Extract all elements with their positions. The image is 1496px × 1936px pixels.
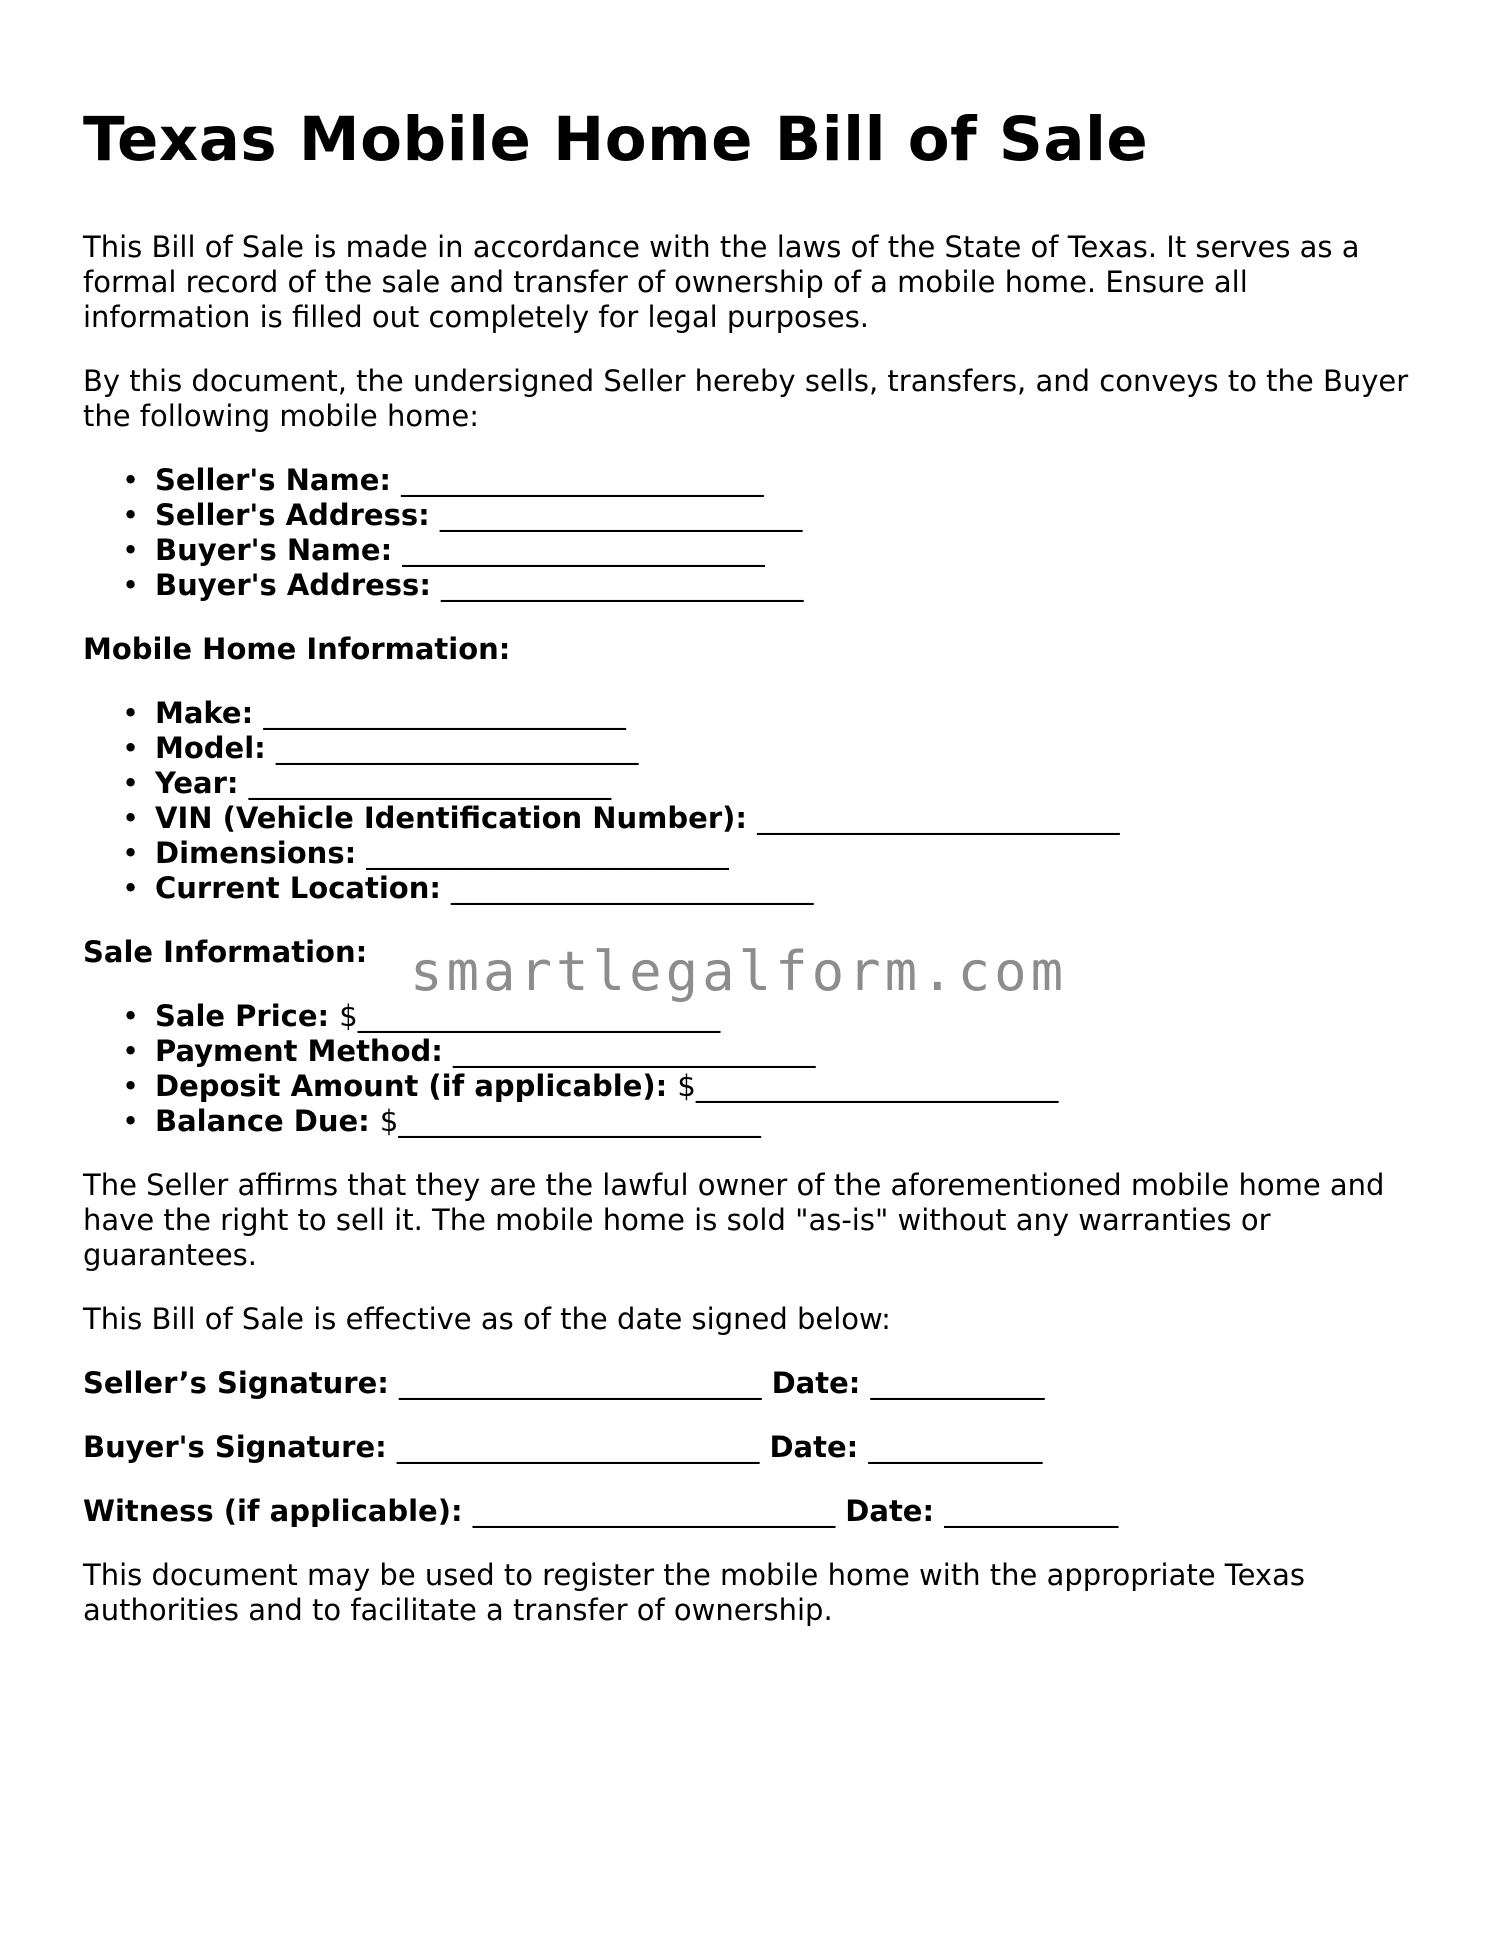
field-label: Year:	[155, 766, 239, 800]
seller-name-field[interactable]: _________________________	[401, 463, 764, 497]
year-field[interactable]: _________________________	[248, 766, 612, 800]
buyer-name-field[interactable]: _________________________	[402, 533, 765, 567]
bullet-icon: •	[122, 1104, 140, 1138]
field-label: Buyer's Address:	[155, 568, 431, 602]
witness-signature-line	[83, 1494, 1423, 1529]
document	[83, 100, 1423, 1657]
balance-field[interactable]: _________________________	[398, 1104, 761, 1138]
list-item	[122, 463, 1423, 498]
seller-date-field[interactable]: ____________	[870, 1366, 1045, 1400]
vin-field[interactable]: _________________________	[757, 801, 1120, 835]
list-item	[122, 568, 1423, 603]
list-item	[122, 1069, 1423, 1104]
dollar-sign: $	[677, 1069, 696, 1103]
seller-address-field[interactable]: _________________________	[439, 498, 803, 532]
watermark: smartlegalform.com	[410, 940, 1068, 1003]
bullet-icon: •	[122, 999, 140, 1033]
seller-signature-field[interactable]: _________________________	[398, 1366, 762, 1400]
parties-list	[83, 463, 1423, 603]
witness-date-field[interactable]: ____________	[944, 1494, 1119, 1528]
bullet-icon: •	[122, 696, 140, 730]
conveyance-paragraph: By this document, the undersigned Seller hereby sells, transfers, and conveys to the Buyer the following mobile home:	[83, 364, 1409, 433]
bullet-icon: •	[122, 498, 140, 532]
bullet-icon: •	[122, 871, 140, 905]
field-label: Buyer's Signature:	[83, 1430, 387, 1464]
intro-paragraph: This Bill of Sale is made in accordance with the laws of the State of Texas. It serves as a formal record of the sale and transfer of ownership of a mobile home. Ensure all information is filled out completely for legal purposes.	[83, 230, 1360, 334]
field-label: Date:	[769, 1430, 859, 1464]
payment-method-field[interactable]: _________________________	[452, 1034, 816, 1068]
list-item	[122, 1104, 1423, 1139]
bullet-icon: •	[122, 836, 140, 870]
buyer-signature-line	[83, 1430, 1423, 1465]
list-item	[122, 801, 1423, 836]
dollar-sign: $	[379, 1104, 399, 1138]
buyer-signature-field[interactable]: _________________________	[396, 1430, 760, 1464]
bullet-icon: •	[122, 731, 140, 765]
list-item	[122, 999, 1423, 1034]
buyer-address-field[interactable]: _________________________	[441, 568, 804, 602]
field-label: Dimensions:	[155, 836, 357, 870]
field-label: Sale Price:	[155, 999, 330, 1033]
field-label: Witness (if applicable):	[83, 1494, 463, 1528]
location-field[interactable]: _________________________	[451, 871, 814, 905]
mobile-home-list	[83, 696, 1423, 906]
dollar-sign: $	[339, 999, 358, 1033]
list-item	[122, 1034, 1423, 1069]
effective-paragraph: This Bill of Sale is effective as of the date signed below:	[83, 1302, 891, 1336]
list-item	[122, 871, 1423, 906]
bullet-icon: •	[122, 801, 140, 835]
bullet-icon: •	[122, 1069, 140, 1103]
sale-price-field[interactable]: _________________________	[357, 999, 721, 1033]
make-field[interactable]: _________________________	[263, 696, 626, 730]
mobile-home-heading: Mobile Home Information:	[83, 632, 511, 666]
field-label: Seller’s Signature:	[83, 1366, 389, 1400]
field-label: Make:	[155, 696, 254, 730]
list-item	[122, 836, 1423, 871]
field-label: Model:	[155, 731, 266, 765]
list-item	[122, 731, 1423, 766]
field-label: Payment Method:	[155, 1034, 443, 1068]
deposit-field[interactable]: _________________________	[695, 1069, 1059, 1103]
witness-signature-field[interactable]: _________________________	[472, 1494, 836, 1528]
sale-heading: Sale Information:	[83, 935, 368, 969]
field-label: Current Location:	[155, 871, 441, 905]
dimensions-field[interactable]: _________________________	[366, 836, 729, 870]
list-item	[122, 533, 1423, 568]
buyer-date-field[interactable]: ____________	[868, 1430, 1043, 1464]
field-label: Seller's Name:	[155, 463, 391, 497]
field-label: Seller's Address:	[155, 498, 430, 532]
bullet-icon: •	[122, 463, 140, 497]
page-title: Texas Mobile Home Bill of Sale	[83, 104, 1149, 175]
list-item	[122, 696, 1423, 731]
list-item	[122, 766, 1423, 801]
sale-list	[83, 999, 1423, 1139]
bullet-icon: •	[122, 568, 140, 602]
bullet-icon: •	[122, 766, 140, 800]
field-label: Date:	[771, 1366, 861, 1400]
field-label: Balance Due:	[155, 1104, 370, 1138]
bullet-icon: •	[122, 533, 140, 567]
field-label: Buyer's Name:	[155, 533, 393, 567]
affirmation-paragraph: The Seller affirms that they are the lawful owner of the aforementioned mobile home and have the right to sell it. The mobile home is sold "as-is" without any warranties or guarantees.	[83, 1168, 1385, 1272]
field-label: VIN (Vehicle Identification Number):	[155, 801, 747, 835]
field-label: Deposit Amount (if applicable):	[155, 1069, 668, 1103]
list-item	[122, 498, 1423, 533]
closing-paragraph: This document may be used to register the mobile home with the appropriate Texas authorities and to facilitate a transfer of ownership.	[83, 1558, 1305, 1627]
seller-signature-line	[83, 1366, 1423, 1401]
bullet-icon: •	[122, 1034, 140, 1068]
model-field[interactable]: _________________________	[275, 731, 639, 765]
field-label: Date:	[845, 1494, 935, 1528]
